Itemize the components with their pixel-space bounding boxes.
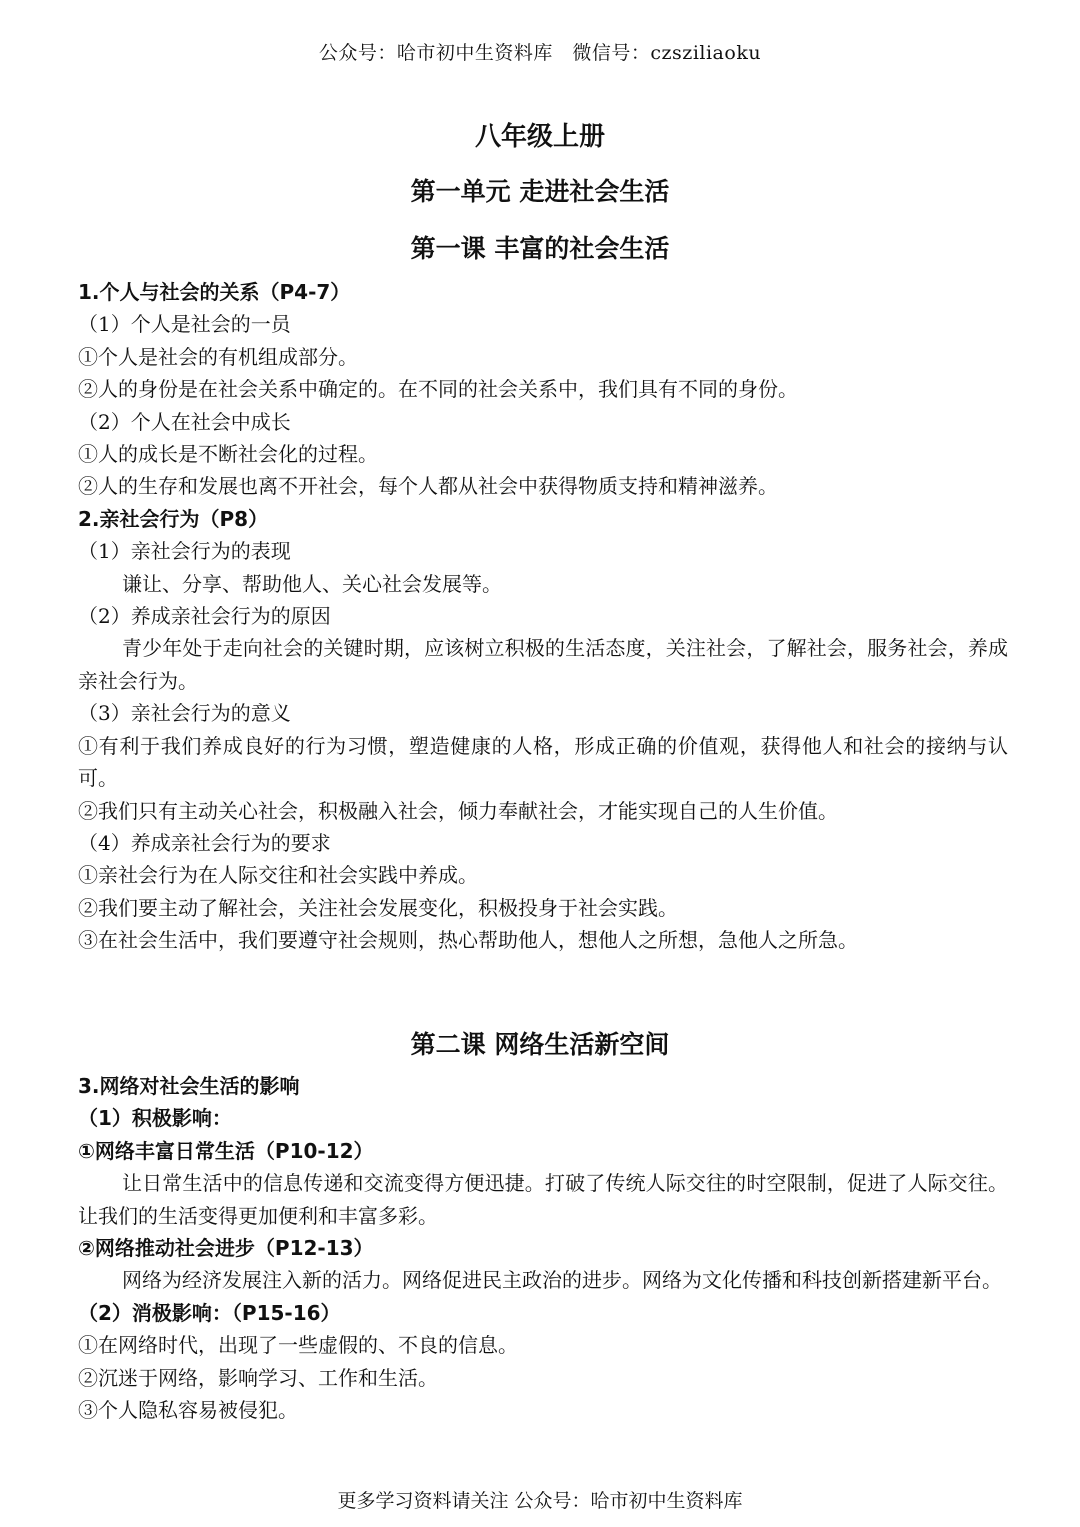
section2-sub3-point2: ②我们只有主动关心社会，积极融入社会，倾力奉献社会，才能实现自己的人生价值。 <box>78 798 838 823</box>
negative-impact-heading: （2）消极影响：（P15-16） <box>78 1300 341 1325</box>
section2-sub3-point1: ①有利于我们养成良好的行为习惯，塑造健康的人格，形成正确的价值观，获得他人和社会的接纳与认可。 <box>78 733 1008 791</box>
negative-impact-2: ②沉迷于网络，影响学习、工作和生活。 <box>78 1365 438 1390</box>
section2-sub4-point2: ②我们要主动了解社会，关注社会发展变化，积极投身于社会实践。 <box>78 895 678 920</box>
lesson1-title: 第一课 丰富的社会生活 <box>410 234 670 263</box>
grade-title: 八年级上册 <box>474 122 605 152</box>
positive-impact-1-heading: ①网络丰富日常生活（P10-12） <box>78 1138 374 1163</box>
lesson2-title: 第二课 网络生活新空间 <box>410 1030 670 1059</box>
section2-sub1-text: 谦让、分享、帮助他人、关心社会发展等。 <box>122 571 502 596</box>
section1-sub2: （2）个人在社会中成长 <box>78 409 291 434</box>
section2-sub1: （1）亲社会行为的表现 <box>78 539 291 564</box>
positive-impact-2-heading: ②网络推动社会进步（P12-13） <box>78 1236 374 1261</box>
section2-sub4-point1: ①亲社会行为在人际交往和社会实践中养成。 <box>78 863 478 888</box>
unit-title: 第一单元 走进社会生活 <box>410 177 670 206</box>
positive-impact-heading: （1）积极影响： <box>78 1106 232 1131</box>
negative-impact-1: ①在网络时代，出现了一些虚假的、不良的信息。 <box>78 1333 518 1358</box>
lesson1-content <box>78 276 1008 957</box>
section1-sub1: （1）个人是社会的一员 <box>78 312 291 337</box>
section2-sub4: （4）养成亲社会行为的要求 <box>78 830 331 855</box>
section3-heading: 3.网络对社会生活的影响 <box>78 1074 300 1098</box>
section2-sub2: （2）养成亲社会行为的原因 <box>78 604 331 629</box>
section1-sub2-point1: ①人的成长是不断社会化的过程。 <box>78 442 378 467</box>
positive-impact-2-text: 网络为经济发展注入新的活力。网络促进民主政治的进步。网络为文化传播和科技创新搭建新平台。 <box>122 1268 1002 1293</box>
section1-sub1-point1: ①个人是社会的有机组成部分。 <box>78 344 358 369</box>
section2-sub2-text: 青少年处于走向社会的关键时期，应该树立积极的生活态度，关注社会，了解社会，服务社会，养成亲社会行为。 <box>78 636 1008 693</box>
positive-impact-1-text: 让日常生活中的信息传递和交流变得方便迅捷。打破了传统人际交往的时空限制，促进了人际交往。让我们的生活变得更加便利和丰富多彩。 <box>78 1171 1008 1228</box>
section1-sub1-point2: ②人的身份是在社会关系中确定的。在不同的社会关系中，我们具有不同的身份。 <box>78 377 798 402</box>
section1-sub2-point2: ②人的生存和发展也离不开社会，每个人都从社会中获得物质支持和精神滋养。 <box>78 474 778 499</box>
page-footer: 更多学习资料请关注 公众号：哈市初中生资料库 <box>337 1490 743 1512</box>
negative-impact-3: ③个人隐私容易被侵犯。 <box>78 1398 298 1423</box>
section2-sub4-point3: ③在社会生活中，我们要遵守社会规则，热心帮助他人，想他人之所想，急他人之所急。 <box>78 928 858 953</box>
section2-heading: 2.亲社会行为（P8） <box>78 506 269 531</box>
section1-heading: 1.个人与社会的关系（P4-7） <box>78 280 351 304</box>
lesson2-content <box>78 1070 1008 1426</box>
page-header: 公众号：哈市初中生资料库 微信号：czsziliaoku <box>318 42 762 64</box>
section2-sub3: （3）亲社会行为的意义 <box>78 701 291 726</box>
